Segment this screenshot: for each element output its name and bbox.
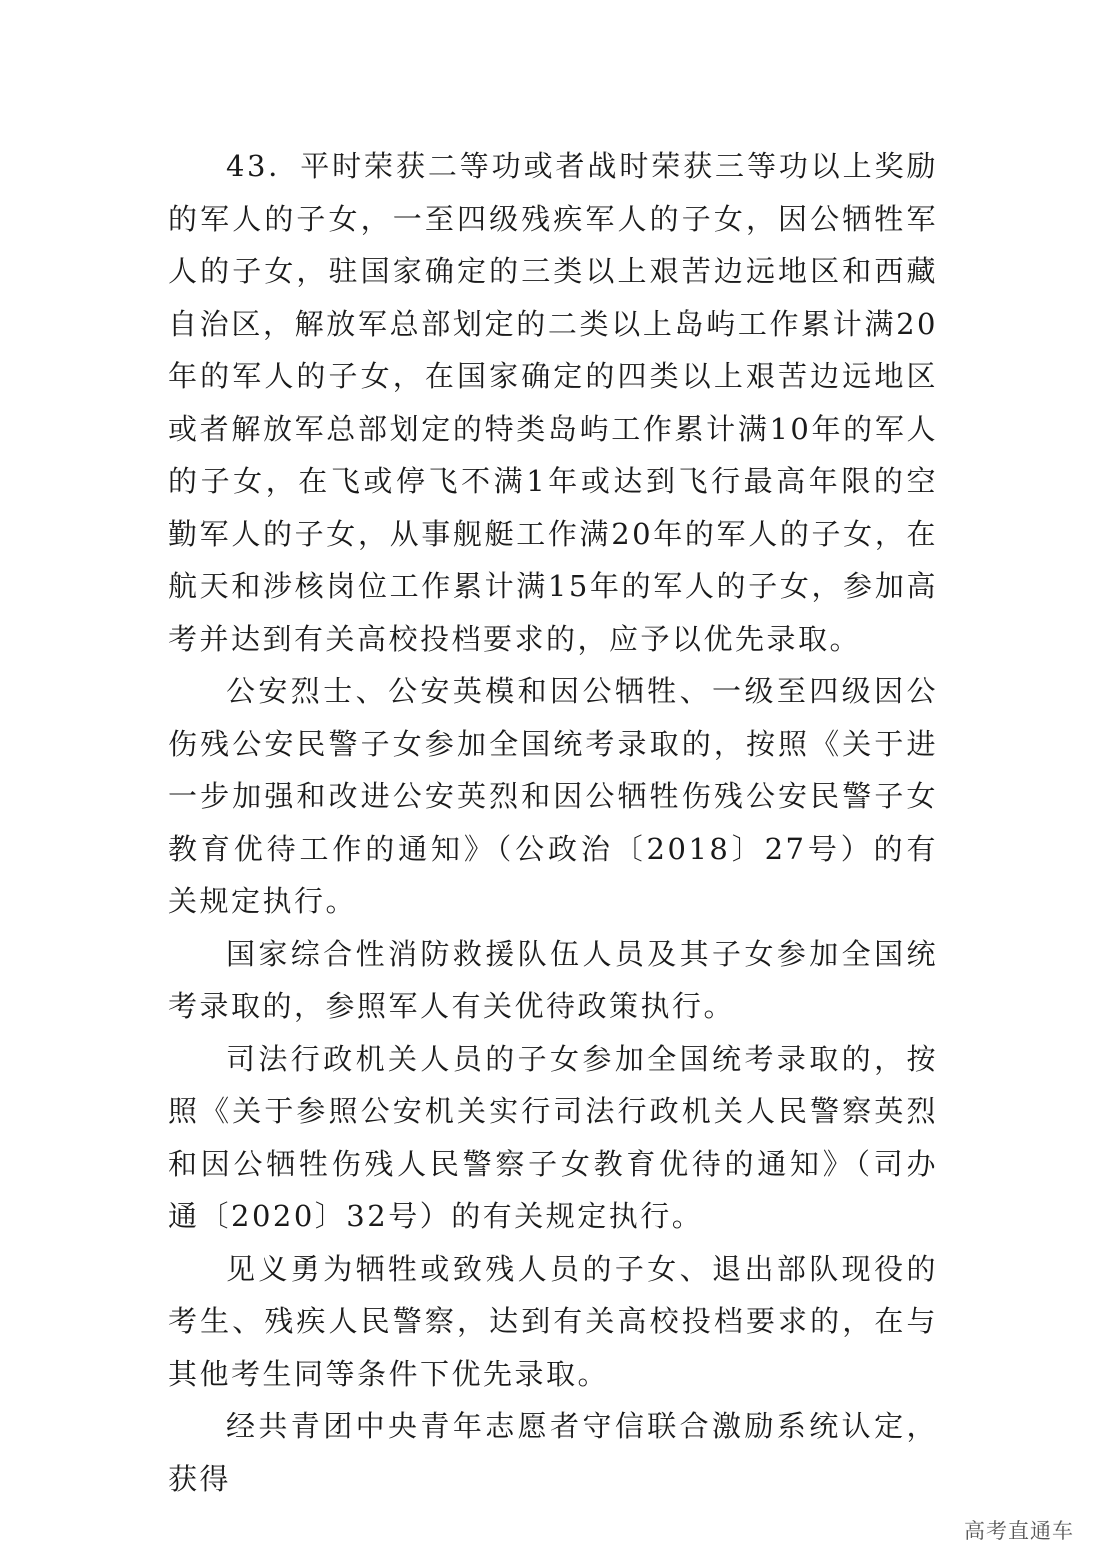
paragraph-judicial-staff: 司法行政机关人员的子女参加全国统考录取的，按照《关于参照公安机关实行司法行政机关人民警察英烈和因公牺牲伤残人民警察子女教育优待的通知》（司办通〔2020〕32号）的有关规定执行。 xyxy=(168,1041,938,1233)
paragraph-police-martyrs: 公安烈士、公安英模和因公牺牲、一级至四级因公伤残公安民警子女参加全国统考录取的，按照《关于进一步加强和改进公安英烈和因公牺牲伤残公安民警子女教育优待工作的通知》（公政治〔2018〕27号）的有关规定执行。 xyxy=(168,674,938,918)
document-body xyxy=(168,140,938,1505)
paragraph-fire-rescue: 国家综合性消防救援队伍人员及其子女参加全国统考录取的，参照军人有关优待政策执行。 xyxy=(168,936,938,1023)
paragraph-military-children: 43．平时荣获二等功或者战时荣获三等功以上奖励的军人的子女，一至四级残疾军人的子女，因公牺牲军人的子女，驻国家确定的三类以上艰苦边远地区和西藏自治区，解放军总部划定的二类以上岛屿工作累计满20年的军人的子女，在国家确定的四类以上艰苦边远地区或者解放军总部划定的特类岛屿工作累计满10年的军人的子女，在飞或停飞不满1年或达到飞行最高年限的空勤军人的子女，从事舰艇工作满20年的军人的子女，在航天和涉核岗位工作累计满15年的军人的子女，参加高考并达到有关高校投档要求的，应予以优先录取。 xyxy=(168,149,938,656)
source-watermark: 高考直通车 xyxy=(964,1519,1074,1543)
paragraph-heroic-acts: 见义勇为牺牲或致残人员的子女、退出部队现役的考生、残疾人民警察，达到有关高校投档要求的，在与其他考生同等条件下优先录取。 xyxy=(168,1251,938,1391)
paragraph-volunteers: 经共青团中央青年志愿者守信联合激励系统认定，获得 xyxy=(168,1409,938,1496)
